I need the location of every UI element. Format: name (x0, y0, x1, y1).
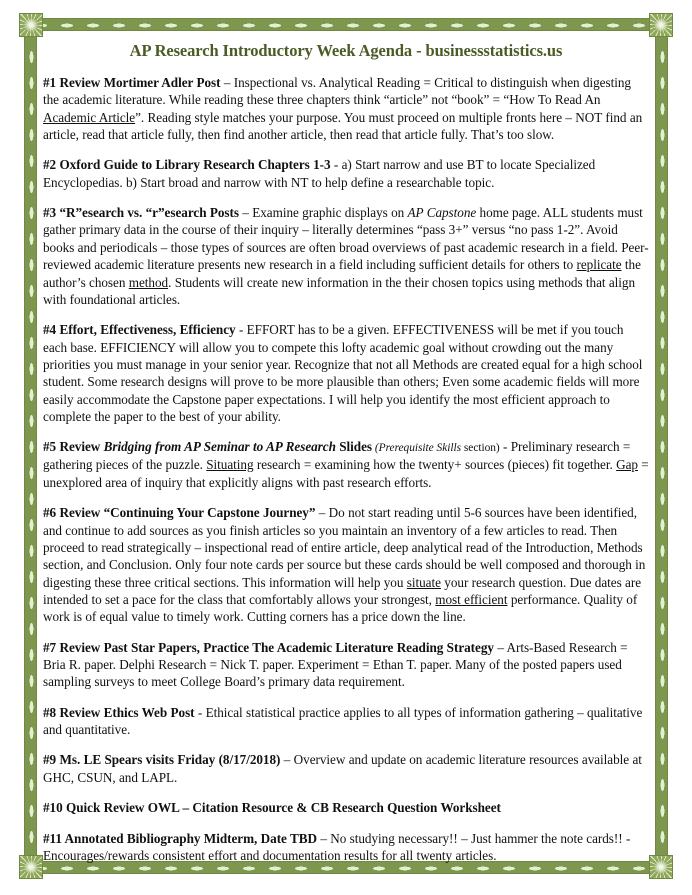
agenda-item-11-text: – No studying necessary!! – Just hammer the note cards!! - Encourages/rewards consistent effort and documentation results for all twenty articles. (43, 830, 631, 863)
agenda-item-6-text-b: your research question. Due dates are intended to set a pace for the class that comfortably allows your strongest, (43, 574, 642, 607)
agenda-item-1-heading: #1 Review Mortimer Adler Post (43, 74, 221, 90)
agenda-item-3-underlined-1: replicate (576, 257, 622, 273)
agenda-item-3-text-d: . Students will create new information in the their chosen topics using methods that align with foundational articles. (43, 274, 636, 307)
corner-ornament-bottom-right (649, 855, 673, 879)
agenda-item-6-text-c: performance. Quality of work is of equal value to timely work. Cutting corners has a price down the line. (43, 591, 638, 625)
agenda-item-5-text-a: - Preliminary research = gathering pieces of the puzzle. (43, 439, 631, 473)
agenda-item-3-text-c: the author’s chosen (43, 257, 641, 290)
agenda-item-5-heading-b: Slides (335, 439, 372, 455)
agenda-item-2-text: - a) Start narrow and use BT to locate Specialized Encyclopedias. b) Start broad and narrow with NT to help define a researchable topic. (43, 157, 596, 190)
agenda-item-5-underlined-1: Situating (206, 457, 254, 473)
agenda-item-3-italic: AP Capstone (407, 205, 477, 221)
agenda-item-6 (43, 504, 649, 626)
agenda-item-8 (43, 704, 649, 739)
agenda-item-5-underlined-2: Gap (616, 457, 638, 473)
agenda-item-8-heading: #8 Review Ethics Web Post (43, 704, 195, 720)
agenda-item-5-heading-italic: Bridging from AP Seminar to AP Research (103, 439, 336, 455)
agenda-item-4-heading: #4 Effort, Effectiveness, Efficiency (43, 322, 236, 338)
agenda-item-5-text-b: research = examining how the twenty+ sources (pieces) fit together. (253, 457, 617, 473)
agenda-item-10 (43, 799, 649, 816)
agenda-item-7-text: – Arts-Based Research = Bria R. paper. Delphi Research = Nick T. paper. Experiment = Ethan T. paper. Many of the posted papers used sampling surveys to meet College Board’s primary data requirement. (43, 639, 628, 690)
border-rail-left (24, 18, 37, 874)
agenda-item-5-paren-italic: (Prerequisite Skills (372, 442, 461, 455)
agenda-item-3-text-b: home page. ALL students must gather primary data in the course of their inquiry – literally determines “pass 3+” versus “no pass 1-2”. Avoid books and periodicals – those types of sources are often broad overviews of past academic research in a field. Peer-reviewed academic literature presents new research in a field including sufficient details for others to (43, 205, 649, 273)
agenda-item-5-heading-a: #5 Review (43, 439, 104, 455)
agenda-item-11 (43, 830, 649, 865)
agenda-item-11-heading: #11 Annotated Bibliography Midterm, Date TBD (43, 830, 317, 846)
agenda-item-9 (43, 751, 649, 786)
agenda-item-3-underlined-2: method (128, 274, 169, 290)
agenda-item-6-underlined-1: situate (406, 574, 441, 590)
agenda-item-3-heading: #3 “R”esearch vs. “r”esearch Posts (43, 205, 239, 221)
document-body (43, 36, 649, 863)
corner-ornament-top-right (649, 13, 673, 37)
agenda-item-6-heading: #6 Review “Continuing Your Capstone Journey” (43, 505, 316, 521)
agenda-item-3-text-a: – Examine graphic displays on (238, 205, 408, 221)
agenda-item-8-text: - Ethical statistical practice applies to all types of information gathering – qualitative and quantitative. (43, 704, 643, 738)
agenda-item-7-heading: #7 Review Past Star Papers, Practice The Academic Literature Reading Strategy (43, 639, 494, 655)
agenda-item-9-text: – Overview and update on academic literature resources available at GHC, CSUN, and LAPL. (43, 752, 642, 785)
border-rail-right (655, 18, 668, 874)
agenda-item-5-text-c: = unexplored area of inquiry that explicitly aligns with past research efforts. (43, 457, 649, 490)
agenda-item-5 (43, 438, 649, 491)
border-rail-top (28, 18, 664, 31)
agenda-item-1-underlined: Academic Article (43, 109, 136, 125)
agenda-item-4-text: - EFFORT has to be a given. EFFECTIVENESS will be met if you touch each base. EFFICIENCY will allow you to compete this lofty academic goal without crowding out the many priorities you must manage in your senior year. Recognize that not all Methods are created equal for a high school student. Some research designs will prove to be more plausible than others; Even some academic fields will more easily accommodate the Capstone paper expectations. I will help you identify the most efficient approach to complete the paper to the best of your ability. (43, 322, 643, 425)
corner-ornament-bottom-left (19, 855, 43, 879)
agenda-item-1 (43, 74, 649, 143)
agenda-item-3 (43, 204, 649, 308)
agenda-item-2 (43, 156, 649, 191)
agenda-item-6-text-a: – Do not start reading until 5-6 sources have been identified, and continue to add sources as you finish articles so you maintain an inventory of a few articles to read. Then proceed to read strategically – inspectional read of entire article, deep analytical read of the Introduction, Methods section, and Conclusion. Only four note cards per source but these cards should be well composed and thorough in digesting these three critical sections. This information will help you (43, 505, 646, 590)
agenda-item-6-underlined-2: most efficient (435, 591, 508, 607)
agenda-item-5-paren-roman: section) (461, 442, 500, 455)
agenda-item-7 (43, 639, 649, 691)
agenda-item-2-heading: #2 Oxford Guide to Library Research Chapters 1-3 (43, 157, 331, 173)
agenda-item-1-text-a: – Inspectional vs. Analytical Reading = Critical to distinguish when digesting the academic literature. While reading these three chapters think “article” not “book” = “How To Read An (43, 74, 631, 108)
page-title: AP Research Introductory Week Agenda - businessstatistics.us (129, 41, 563, 60)
corner-ornament-top-left (19, 13, 43, 37)
agenda-item-10-heading: #10 Quick Review OWL – Citation Resource & CB Research Question Worksheet (43, 800, 501, 816)
agenda-item-4 (43, 321, 649, 425)
agenda-item-1-text-b: ”. Reading style matches your purpose. You must proceed on multiple fronts here – NOT find an article, read that article fully, then find another article, then read that article fully. That’s too slow. (43, 109, 643, 143)
agenda-item-9-heading: #9 Ms. LE Spears visits Friday (8/17/2018) (43, 752, 281, 768)
